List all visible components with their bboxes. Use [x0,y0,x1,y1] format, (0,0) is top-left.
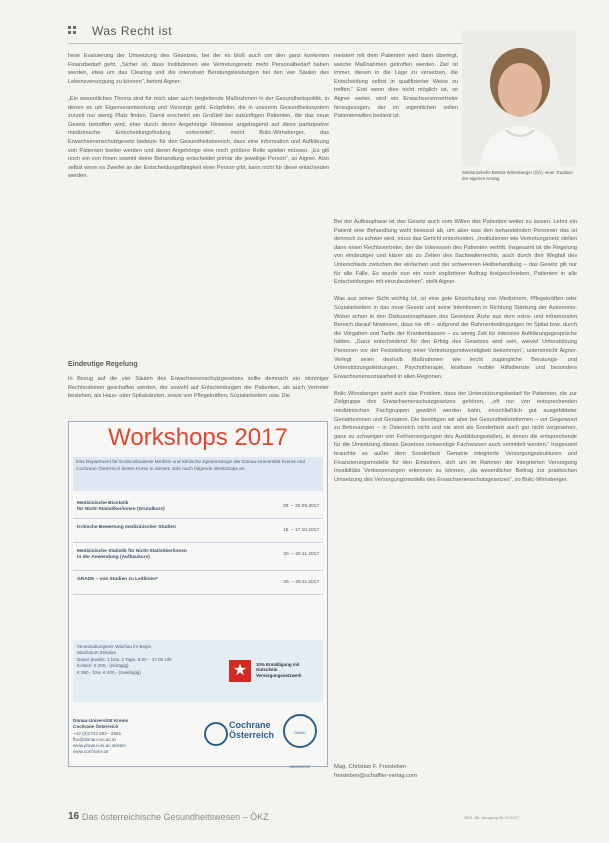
workshop-subtitle: in der Anwendung (Aufbaukurs) [77,555,150,560]
right-column-text: Bei der Aufbauphase ist das Gesetz auch vom Willen des Patienten weiter zu lassen. Lehnt ein Patient eine Behandlung wohl bewusst ab, um aber was den behandelnden Personen das ist dennoch zu schwer wird, muss das Gericht entscheiden. „Institutionen wie Vertretungsnetz stellen dann einen Rechtsvertreter, der die Interessen des Patienten vertritt. Insgesamt ist die Regelung von eindeutiger und klarer als zu Zeiten des Sachwalterrechts, auch durch den Wegfall des Unterschieds zwischen der einfachen und der schwereren Heilbehandlung – das Gesetz gilt nur für alle Fälle. Es wurde nun ein noch expliziterer Auftrag festgeschrieben, Patienten in alle Entscheidungen mit einzubeziehen“, stellt Aigner. Was aus seiner Sicht wichtig ist, ist eine gute Einschulung von Medizinern, Pflegekräften oder Sozialarbeitern in das neue Gesetz und seine Intentionen in Richtung Stärkung der Autonomie. Wobei schon in den Diskussionsphasen des Gesetzes Ärzte aus dem extra- und intramuralen Bereich darauf hinwiesen, dass sie oft – aufgrund der Rahmenbedingungen im Spital bzw. durch die Vorgaben und Tarife der Krankenkassen – zu wenig Zeit für intensive Aufklärungsgespräche hätten. „Ganz entscheidend für den Erfolg des Gesetzes wird sein, wieviel Unterstützung Personen vor der Feststellung einer Vertretungsnotwendigkeit bekommen“, unterstreicht Aigner. Verlegt seien deshalb Maßnahmen wie leicht zugängliche Beratungs- und Unterstützungsleistungen, Psychotherapie, leistbare mobile Hilfsdienste und besonders Erwachsenensozialarbeit in allen Regionen. Bolic-Wirnsberger sieht auch das Problem, dass der Unterstützungsbedarf für Patienten, die zur Zielgruppe des Erwachsenenschutzgesetzes gehören, „oft nur von entsprechenden medizinischen Fachgruppen gewährt werden kann, einschließlich gut ausgebildeter Geriatrierinnen und Geriatern. Die benötigen wir aber bei Gesundheitsreformen – vor Gegenwart zu Betreuungen – in Österreich nicht und nie sind als Sonderfach auch gar nicht vorgesehen, ganz zu schweigen von Fehlversorgungen des Ausbildungsstellen, in denen die entsprechende für die Umsetzung dieses Gesetzes notwendige Fachwissen auch vermittelt werden.“ Insgesamt brauchte es außer dem Sonderfach Geriatrie integrierte Versorgungsstrukturen und Finanzierungsmodelle für den Einzelnen, sich um im Rahmen der integrierten Versorgung Invaliditäts Verbesserungen erkennen zu können, „da wesentlicher Beitrag zur praktischen Umsetzung des Versorgungsmodells des Erwachsenenschutzgesetzes“, so Bolic-Wirnsberger. [334,219,577,483]
workshop-title: GRADE – von Studien zu Leitlinien* [77,577,159,582]
footer-title: Das österreichische Gesundheitswesen – ÖKZ [82,812,269,822]
workshops-ad [68,421,328,767]
subheading: Eindeutige Regelung [68,361,138,368]
workshops-title: Workshops 2017 [108,424,288,451]
left-column-text-2: In Bezug auf die vier Säulen des Erwachsenenschutzgesetzes sollte demnach ein stimmiger Rechtsrahmen geschaffen werden, der sowohl auf Entscheidungen der Patienten, als auch Vertreter bestehen, als Haus- oder Spitalsärzten, sowie von Pflegekräften, Sozialarbeitern usw. Die [68,376,329,400]
contact-lines: +43 (0)2732 893 - 2981 fbu@donau-uni.ac.at www.donau-uni.ac.at/ebm www.cochrane.at [73,730,126,755]
cochrane-logo-icon [204,722,228,746]
star-icon: ★ [229,660,251,682]
discount-note: 10% Ermäßigung mit Gutschein Versorgungsnetzwerk [256,662,302,678]
section-title: Was Recht ist [92,24,173,38]
workshop-title: Medizinische Statistik für Nicht-Statistiker/innen [77,549,187,554]
workshops-intro: Das Department für Evidenzbasierte Medizin und Klinische Epidemiologie der Donau-Universität Krems und Cochrane Österreich bieten Kurse in diesem Jahr nach folgende Workshops an: [73,457,323,491]
workshop-date: 20. – 20.11.2017 [283,552,319,557]
venue-details: Veranstaltungsort: Wachau im Begin Wachstum Zeitplan Dauer jeweils: 1 bzw. 2 Tage, 9.00 – 17.00 Uhr Kosten: € 200,- (eintägig) € 390,- bzw. € 400,- (zweitägig) [77,644,172,675]
portrait-photo [462,30,576,166]
footer-issue: ÖKZ, 58. Jahrgang 06-07/2017 [464,815,520,820]
left-column-text-1: hese Evaluierung der Umsetzung des Gesetzes, bei der es bloß auch um den ganz konkreten Finanzbedarf geht. „Sicher ist, dass Institutionen wie Vertretungsnetz mehr Personalbedarf haben werden, etwa um das Clearing und die intensiven Beratungsleistungen bei den vier Säulen des Lebensversorgung zu können“, betont Aigner. „Ein wesentliches Thema sind für mich aber auch begleitende Maßnahmen in der Gesundheitspolitik, in denen es um Eigenverantwortung und Vorsorge geht. Eckpfeiler, die in unserem Gesundheitssystem zurzeit nur wenig Platz finden. Damit erscheint ein Großteil bei zukünftigen Patienten, die das neue Gesetz betroffen wird, eher durch deren Angehörige Hinweise angetragend auf diese partizipative medizinische Entscheidungsfindung vorbereitet“, meint Bolic-Wirnsberger, das Erwachsenenschutzgesetz bedeute für den Gesundheitsbereich, dass eine Information und Aufklärung von Patienten breiter werden und deren Angehörige eine noch größere Rolle spielen müssen. „Es gilt noch ein von Ihnen sowohl deine Behandlung entscheidet primär die jeweilige Person“, so Aigner. Also selbst wenn es Zweifel an der Entscheidungsfähigkeit einer Person gibt, kann nicht für diese entschieden werden. [68,53,329,180]
photo-caption: Sektionschefin Bettina Wirtenberger (ÖÄ): einer Tradition der eigenen Antrag. [462,170,573,181]
page-number: 16 [68,811,80,822]
workshop-row [73,498,323,519]
workshop-subtitle: für Nicht-Statistiker/innen (Grundkurs) [77,507,165,512]
university-seal-icon: DONAU UNIVERSITÄT [283,714,317,748]
workshop-row [73,546,323,571]
cochrane-logo-text: Cochrane Österreich [229,720,275,740]
header-grid-icon [68,26,78,36]
workshop-title: Medizinische Biostatik [77,501,129,506]
workshop-date: 16. – 17.10.2017 [282,528,319,533]
workshop-row [73,522,323,543]
contact-info [73,712,183,762]
right-column-text-top: meistert mit dem Patienten wird dann überlegt, welche Maßnahmen getroffen werden. Ziel ist immer, diesen in die Lage zu versetzen, die Entscheidung selbst in qualifizierter Weise zu treffen.“ Erst wenn dies nicht möglich ist, so Aigner weiter, wird ein Erwachsenenvertreter hinzugezogen, der im eigentlichen vollen Patientenwillen bedient ist. [334,53,458,120]
header-rule [68,43,464,44]
contact-org: Donau-Universität Krems Cochrane Österreich [73,718,129,730]
author-signature: Mag. Christian F. Freisleben freisleben@schaffler-verlag.com [334,764,418,779]
workshop-date: 26. – 28.11.2017 [283,580,319,585]
workshop-row [73,574,323,595]
workshop-title: Kritische Bewertung medizinischer Studien [77,525,176,530]
workshop-date: 20. – 20.09.2017 [282,504,319,509]
workshop-venue-box [73,640,323,702]
